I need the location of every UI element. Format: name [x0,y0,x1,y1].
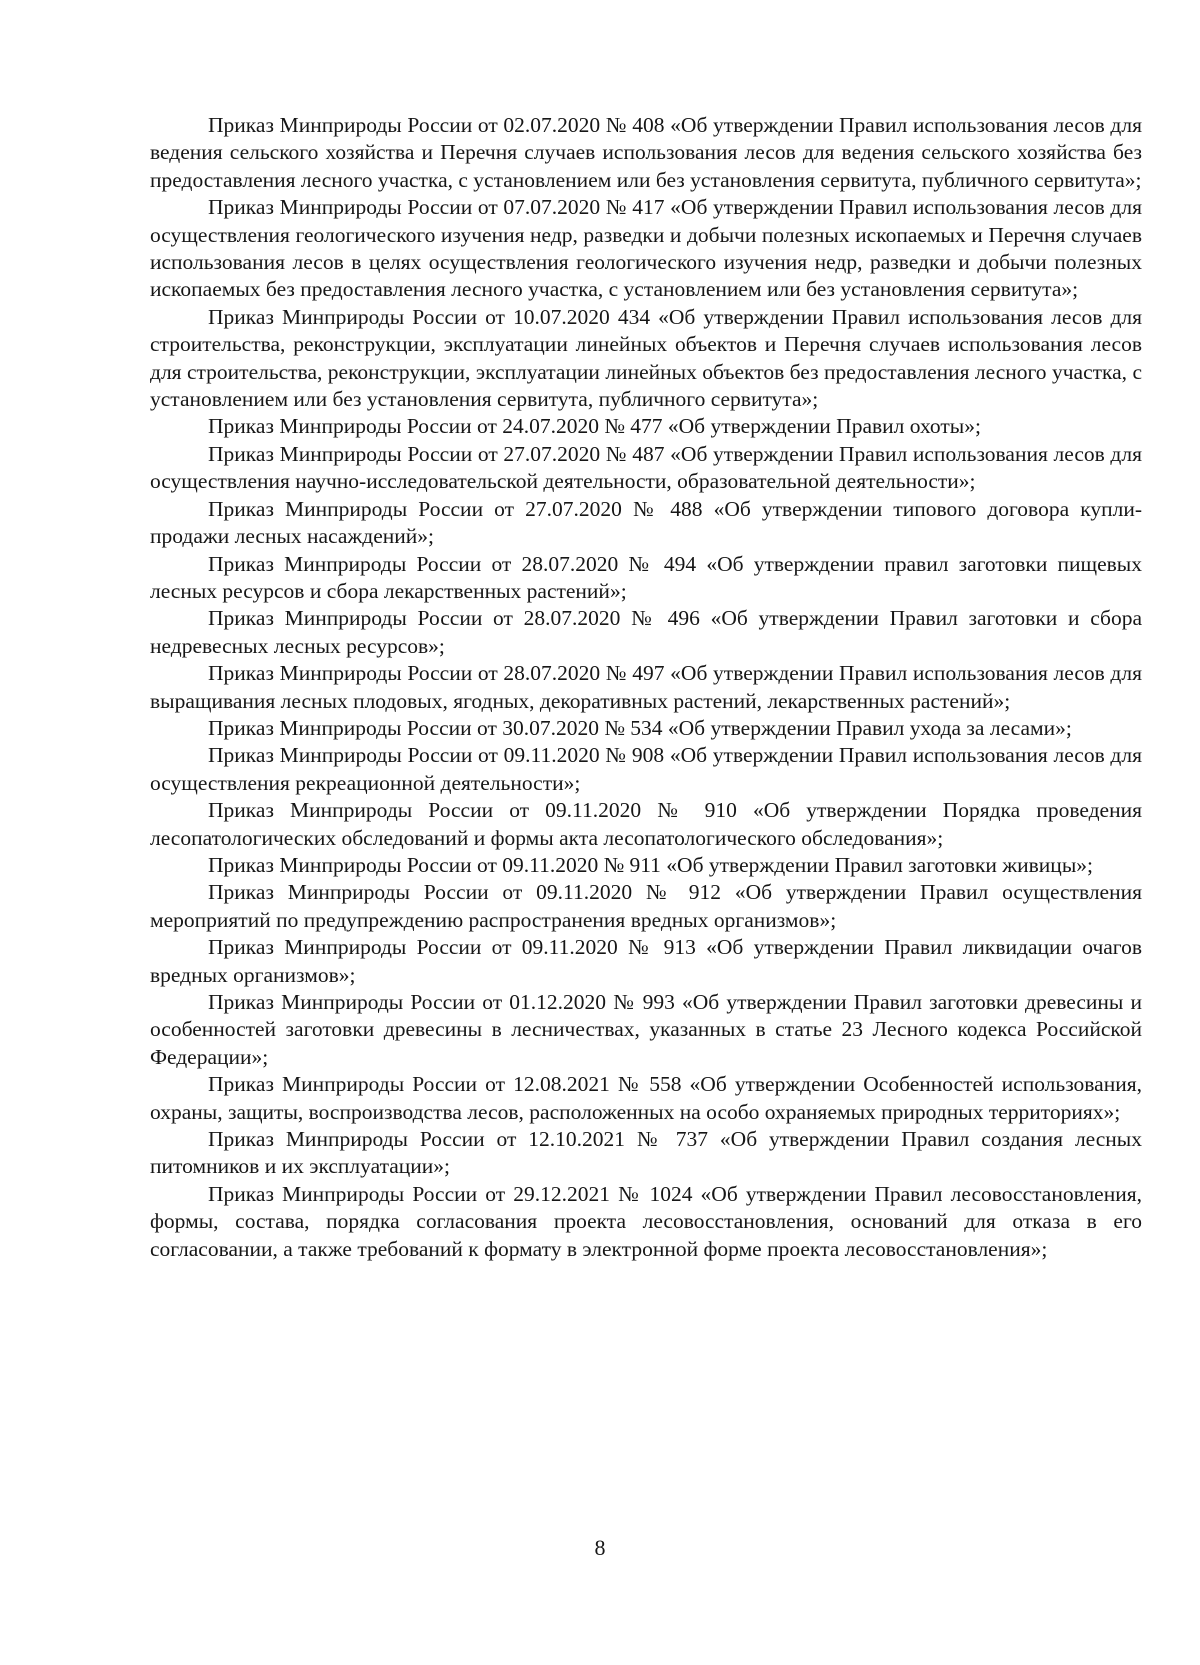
order-paragraph: Приказ Минприроды России от 29.12.2021 № 1024 «Об утверждении Правил лесовосстановления, формы, состава, порядка согласования проекта лесовосстановления, оснований для отказа в его согласовании, а также требований к формату в электронной форме проекта лесовосстановления»; [150,1181,1142,1261]
order-paragraph: Приказ Минприроды России от 02.07.2020 № 408 «Об утверждении Правил использования лесов для ведения сельского хозяйства и Перечня случаев использования лесов для ведения сельского хозяйства без предоставления лесного участка, с установлением или без установления сервитута, публичного сервитута»; [150,113,1142,192]
order-paragraph: Приказ Минприроды России от 28.07.2020 № 494 «Об утверждении правил заготовки пищевых лесных ресурсов и сбора лекарственных растений»; [150,551,1142,603]
order-paragraph: Приказ Минприроды России от 12.10.2021 № 737 «Об утверждении Правил создания лесных питомников и их эксплуатации»; [150,1127,1142,1179]
order-paragraph: Приказ Минприроды России от 12.08.2021 № 558 «Об утверждении Особенностей использования, охраны, защиты, воспроизводства лесов, расположенных на особо охраняемых природных территориях»; [150,1072,1142,1124]
document-body [150,112,1142,1263]
order-paragraph: Приказ Минприроды России от 09.11.2020 № 912 «Об утверждении Правил осуществления мероприятий по предупреждению распространения вредных организмов»; [150,880,1142,932]
order-paragraph: Приказ Минприроды России от 28.07.2020 № 496 «Об утверждении Правил заготовки и сбора недревесных лесных ресурсов»; [150,606,1142,658]
order-paragraph: Приказ Минприроды России от 09.11.2020 № 913 «Об утверждении Правил ликвидации очагов вредных организмов»; [150,935,1142,987]
order-paragraph: Приказ Минприроды России от 07.07.2020 № 417 «Об утверждении Правил использования лесов для осуществления геологического изучения недр, разведки и добычи полезных ископаемых и Перечня случаев использования лесов в целях осуществления геологического изучения недр, разведки и добычи полезных ископаемых без предоставления лесного участка, с установлением или без установления сервитута»; [150,195,1142,302]
order-paragraph: Приказ Минприроды России от 27.07.2020 № 488 «Об утверждении типового договора купли-продажи лесных насаждений»; [150,496,1142,549]
order-paragraph: Приказ Минприроды России от 09.11.2020 № 908 «Об утверждении Правил использования лесов для осуществления рекреационной деятельности»; [150,743,1142,795]
page-number: 8 [594,1535,606,1560]
order-paragraph: Приказ Минприроды России от 09.11.2020 № 910 «Об утверждении Порядка проведения лесопатологических обследований и формы акта лесопатологического обследования»; [150,798,1142,850]
order-paragraph: Приказ Минприроды России от 10.07.2020 434 «Об утверждении Правил использования лесов для строительства, реконструкции, эксплуатации линейных объектов и Перечня случаев использования лесов для строительства, реконструкции, эксплуатации линейных объектов без предоставления лесного участка, с установлением или без установления сервитута, публичного сервитута»; [150,304,1142,412]
order-paragraph: Приказ Минприроды России от 30.07.2020 № 534 «Об утверждении Правил ухода за лесами»; [208,715,1072,740]
order-paragraph: Приказ Минприроды России от 09.11.2020 № 911 «Об утверждении Правил заготовки живицы»; [208,852,1093,877]
order-paragraph: Приказ Минприроды России от 24.07.2020 № 477 «Об утверждении Правил охоты»; [208,414,981,439]
order-paragraph: Приказ Минприроды России от 28.07.2020 № 497 «Об утверждении Правил использования лесов для выращивания лесных плодовых, ягодных, декоративных растений, лекарственных растений»; [150,661,1142,713]
order-paragraph: Приказ Минприроды России от 27.07.2020 № 487 «Об утверждении Правил использования лесов для осуществления научно-исследовательской деятельности, образовательной деятельности»; [150,441,1142,494]
order-paragraph: Приказ Минприроды России от 01.12.2020 № 993 «Об утверждении Правил заготовки древесины и особенностей заготовки древесины в лесничествах, указанных в статье 23 Лесного кодекса Российской Федерации»; [150,990,1142,1069]
